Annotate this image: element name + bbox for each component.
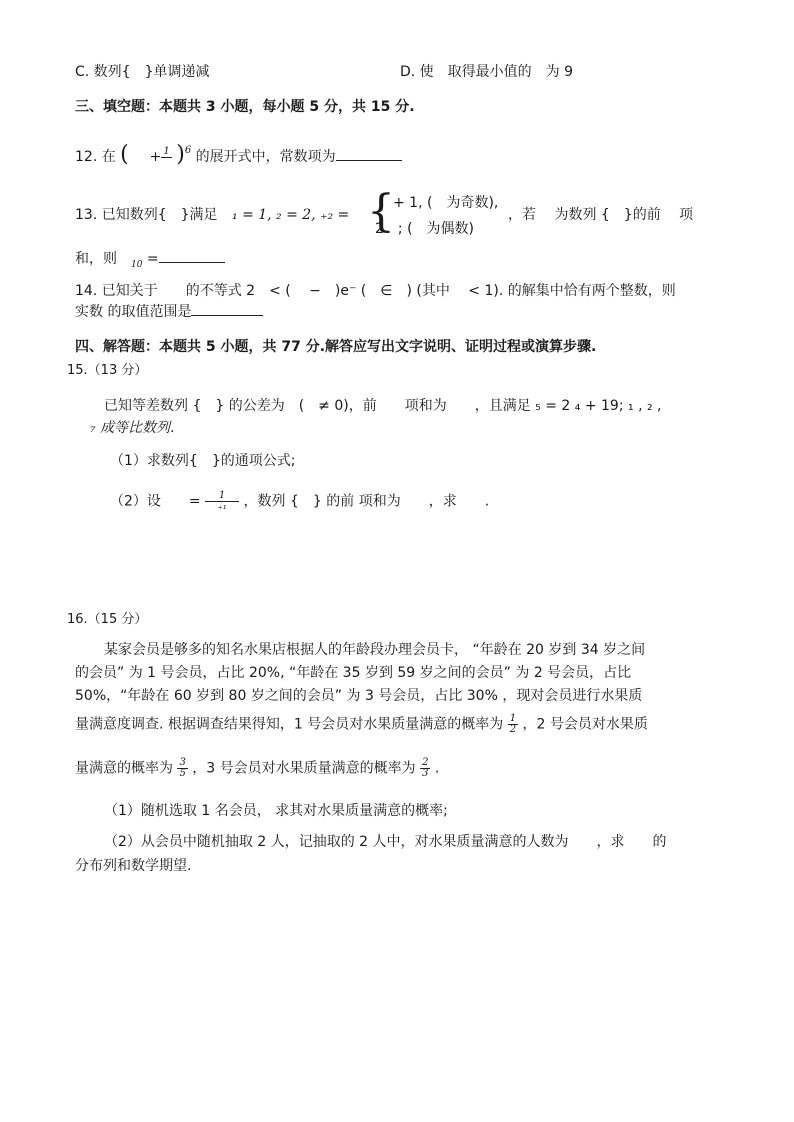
q13-tail: ，若 为数列 { }的前 项 xyxy=(508,207,694,223)
q14-line1: 14. 已知关于 的不等式 2 < ( − )e⁻ ( ∈ ) (其中 < 1). 的解集中恰有两个整数，则 xyxy=(75,283,676,299)
option-d: D. 使 取得最小值的 为 9 xyxy=(400,64,574,80)
q13-case-odd: + 1, ( 为奇数), xyxy=(393,195,499,211)
q12-answer-blank[interactable] xyxy=(336,146,402,161)
q16-line2: 的会员” 为 1 号会员，占比 20%, “年龄在 35 岁到 59 岁之间的会员” 为 2 号会员，占比 xyxy=(75,665,632,681)
q12-fraction: 1 xyxy=(163,145,170,157)
q14-answer-blank[interactable] xyxy=(191,301,263,316)
q13-case-even: 2 ; ( 为偶数) xyxy=(375,221,474,237)
q16-line3: 50%，“年龄在 60 岁到 80 岁之间的会员” 为 3 号会员，占比 30% ，现对会员进行水果质 xyxy=(75,688,643,704)
q16-fraction-2-3: $\frac{2}{3}$ xyxy=(422,757,429,779)
q13-line2: 和，则 $_{10}$ = xyxy=(75,248,225,271)
q12-suffix: 的展开式中，常数项为 xyxy=(195,149,336,165)
question-12 xyxy=(75,142,402,169)
q14-line2: 实数 的取值范围是 xyxy=(75,301,263,322)
q16-line1: 某家会员是够多的知名水果店根据人的年龄段办理会员卡， “年龄在 20 岁到 34 岁之间 xyxy=(104,642,646,658)
q16-fraction-1-2: $\frac{1}{2}$ xyxy=(509,713,517,735)
q15-sub2: （2）设 = $\frac{1}{\text{₊₁}}$ ，数列 { } 的前 项和为 ，求 . xyxy=(110,490,490,512)
q16-sub1: （1）随机选取 1 名会员， 求其对水果质量满意的概率; xyxy=(104,803,448,819)
section-4-heading: 四、解答题：本题共 5 小题，共 77 分.解答应写出文字说明、证明过程或演算步骤. xyxy=(75,339,597,355)
q12-plus: + xyxy=(149,149,162,165)
section-3-heading: 三、填空题：本题共 3 小题，每小题 5 分，共 15 分. xyxy=(75,99,415,115)
q12-exponent: 6 xyxy=(184,145,192,156)
q12-left-paren: ( xyxy=(120,142,129,167)
q12-right-paren: ) xyxy=(176,142,185,167)
q15-para: 已知等差数列 { } 的公差为 ( ≠ 0)，前 项和为 ，且满足 ₅ = 2 ₄ + 19; ₁ , ₂ , xyxy=(104,398,662,414)
q16-sub2-cont: 分布列和数学期望. xyxy=(75,858,192,874)
q15-sub1: （1）求数列{ }的通项公式; xyxy=(110,453,296,469)
q13-brace: { xyxy=(367,186,395,237)
q16-sub2: （2）从会员中随机抽取 2 人，记抽取的 2 人中，对水果质量满意的人数为 ，求 的 xyxy=(104,834,667,850)
q13-conditions: ₁ = 1, ₂ = 2, ₊₂ = xyxy=(232,207,350,223)
q12-prefix: 12. 在 xyxy=(75,149,116,165)
q15-para-cont: ₇ 成等比数列. xyxy=(90,420,175,436)
q15-head: 15.（13 分） xyxy=(67,363,148,378)
option-c: C. 数列{ }单调递减 xyxy=(75,64,210,80)
q16-line4: 量满意度调查. 根据调查结果得知，1 号会员对水果质量满意的概率为 $\frac{1}{2}$ ，2 号会员对水果质 xyxy=(75,713,648,735)
q16-head: 16.（15 分） xyxy=(67,612,148,627)
q13-answer-blank[interactable] xyxy=(159,248,225,263)
q16-line5: 量满意的概率为 $\frac{3}{5}$ ，3 号会员对水果质量满意的概率为 $\frac{2}{3}$ . xyxy=(75,757,440,779)
q13-lead: 13. 已知数列{ }满足 xyxy=(75,207,218,223)
q15-fraction: $\frac{1}{\text{₊₁}}$ xyxy=(205,491,239,512)
q16-fraction-3-5: $\frac{3}{5}$ xyxy=(179,757,186,779)
